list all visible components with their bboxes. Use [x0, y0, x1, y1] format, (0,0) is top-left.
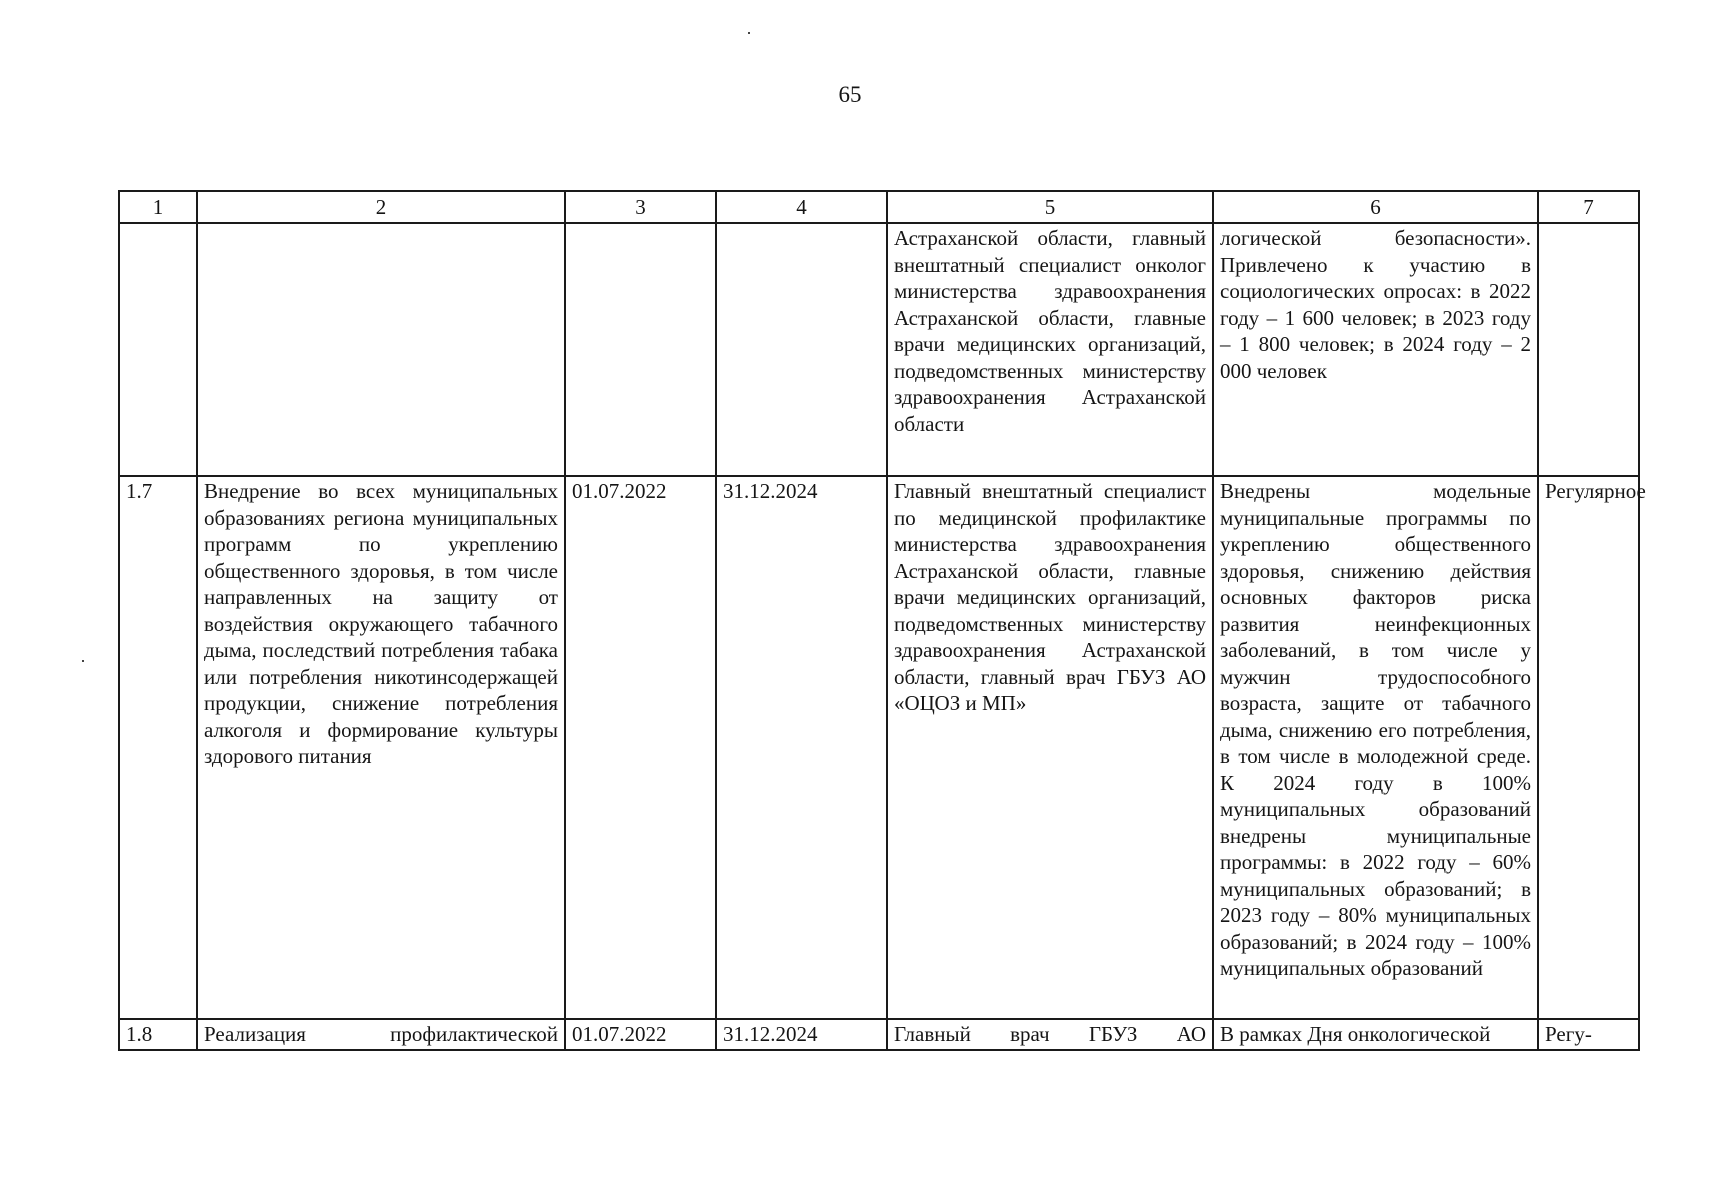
result-cell: Внедрены модельные муниципальные программы по укреплению общественного здоровья, снижению действия основных факторов риска развития неинфекционных заболеваний, в том числе у мужчин трудоспособного возраста, защите от табачного дыма, снижению его потребления, в том числе в молодежной среде. К 2024 году в 100% муниципальных образований внедрены муниципальные программы: в 2022 году – 60% муниципальных образований; в 2023 году – 80% муниципальных образований; в 2024 году – 100% муниципальных образований [1213, 476, 1538, 1019]
column-header-5: 5 [887, 191, 1213, 223]
activity-cell [197, 223, 565, 476]
column-header-6: 6 [1213, 191, 1538, 223]
column-number-row [119, 191, 1639, 223]
responsible-cell: Главный врач ГБУЗ АО [887, 1019, 1213, 1050]
result-cell: В рамках Дня онкологической [1213, 1019, 1538, 1050]
activity-cell: Реализация профилактической [197, 1019, 565, 1050]
result-cell: логической безопасности». Привлечено к участию в социологических опросах: в 2022 году – 1 600 человек; в 2023 году – 1 800 человек; в 2024 году – 2 000 человек [1213, 223, 1538, 476]
responsible-cell: Астраханской области, главный внештатный специалист онколог министерства здравоохранения Астраханской области, главные врачи медицинских организаций, подведомственных министерству здравоохранения Астраханской области [887, 223, 1213, 476]
column-header-4: 4 [716, 191, 887, 223]
end-date-cell: 31.12.2024 [716, 476, 887, 1019]
type-cell: Регу- [1538, 1019, 1639, 1050]
column-header-3: 3 [565, 191, 716, 223]
end-date-cell: 31.12.2024 [716, 1019, 887, 1050]
responsible-cell: Главный внештатный специалист по медицинской профилактике министерства здравоохранения Астраханской области, главные врачи медицинских организаций, подведомственных министерству здравоохранения Астраханской области, главный врач ГБУЗ АО «ОЦОЗ и МП» [887, 476, 1213, 1019]
row-number-cell [119, 223, 197, 476]
table-row-1-7 [119, 476, 1639, 1019]
scan-speck [748, 32, 750, 34]
start-date-cell: 01.07.2022 [565, 476, 716, 1019]
type-cell: Регулярное [1538, 476, 1639, 1019]
table-row-1-8 [119, 1019, 1639, 1050]
row-number-cell: 1.7 [119, 476, 197, 1019]
column-header-7: 7 [1538, 191, 1639, 223]
start-date-cell: 01.07.2022 [565, 1019, 716, 1050]
page-number: 65 [838, 82, 862, 107]
row-number-cell: 1.8 [119, 1019, 197, 1050]
start-date-cell [565, 223, 716, 476]
type-cell [1538, 223, 1639, 476]
column-header-2: 2 [197, 191, 565, 223]
end-date-cell [716, 223, 887, 476]
activity-cell: Внедрение во всех муниципальных образованиях региона муниципальных программ по укреплению общественного здоровья, в том числе направленных на защиту от воздействия окружающего табачного дыма, последствий потребления табака или потребления никотинсодержащей продукции, снижение потребления алкоголя и формирование культуры здорового питания [197, 476, 565, 1019]
table-row-continuation [119, 223, 1639, 476]
measures-table-wrapper [118, 190, 1646, 1051]
scan-speck [82, 660, 84, 662]
measures-table [118, 190, 1646, 1051]
column-header-1: 1 [119, 191, 197, 223]
